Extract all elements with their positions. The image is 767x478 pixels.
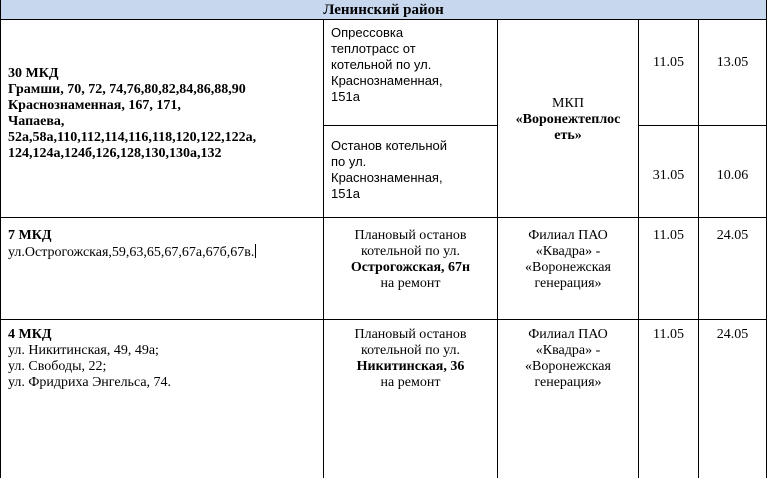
org-line: Филиал ПАО <box>528 327 608 342</box>
address-line-wrap <box>8 244 256 261</box>
work-line: 151а <box>331 186 360 201</box>
org-line: «Квадра» - <box>535 343 601 358</box>
org-line: генерация» <box>534 375 602 390</box>
work-line: теплотрасс от <box>331 41 416 56</box>
work-description <box>331 138 447 202</box>
building-count: 30 МКД <box>8 66 59 81</box>
work-line: котельной по ул. <box>331 57 432 72</box>
org-line: «Квадра» - <box>535 244 601 259</box>
address-line: 52а,58а,110,112,114,116,118,120,122,122а, <box>8 130 257 145</box>
work-description <box>324 327 497 391</box>
grid-line <box>0 0 1 478</box>
org-line: Филиал ПАО <box>528 228 608 243</box>
region-header <box>0 0 767 20</box>
org-line: МКП <box>552 96 584 111</box>
work-line: по ул. <box>331 154 367 169</box>
organization-cell <box>498 327 638 391</box>
work-line: Опрессовка <box>331 25 404 40</box>
org-line: «Воронежская <box>525 260 611 275</box>
grid-line <box>0 319 767 320</box>
building-count: 4 МКД <box>8 327 52 342</box>
start-date: 11.05 <box>653 228 684 243</box>
address-line: ул. Никитинская, 49, 49а; <box>8 343 159 358</box>
work-description <box>331 25 443 105</box>
grid-line <box>638 125 767 126</box>
start-date: 31.05 <box>652 168 685 183</box>
address-line: Краснознаменная, 167, 171, <box>8 98 181 113</box>
org-line: генерация» <box>534 276 602 291</box>
end-date: 24.05 <box>716 228 749 243</box>
end-date: 10.06 <box>716 168 749 183</box>
work-line: котельной по ул. <box>361 244 460 259</box>
building-count: 7 МКД <box>8 228 52 243</box>
work-description <box>324 228 497 292</box>
org-line: еть» <box>554 128 582 143</box>
address-line: 124,124а,124б,126,128,130,130а,132 <box>8 146 222 161</box>
org-line: «Воронежтеплос <box>515 112 621 127</box>
work-line: Плановый останов <box>354 327 467 342</box>
work-line: Острогожская, 67н <box>350 260 471 275</box>
end-date: 13.05 <box>716 55 749 70</box>
work-line: Краснознаменная, <box>331 170 443 185</box>
address-line: ул.Острогожская,59,63,65,67,67а,67б,67в. <box>8 245 255 260</box>
address-line: ул. Фридриха Энгельса, 74. <box>8 375 172 390</box>
work-line: на ремонт <box>380 276 441 291</box>
region-title: Ленинский район <box>323 2 444 18</box>
text-cursor <box>255 244 256 258</box>
work-line: на ремонт <box>380 375 441 390</box>
work-line: Плановый останов <box>354 228 467 243</box>
grid-line <box>0 217 767 218</box>
work-line: Краснознаменная, <box>331 73 443 88</box>
address-cell <box>8 228 256 261</box>
start-date: 11.05 <box>653 55 684 70</box>
organization-cell <box>498 96 638 144</box>
grid-line <box>698 20 699 478</box>
grid-line <box>323 125 497 126</box>
grid-line <box>638 20 639 478</box>
address-cell <box>8 66 256 162</box>
address-cell <box>8 327 171 391</box>
address-line: Чапаева, <box>8 114 65 129</box>
address-line: Грамши, 70, 72, 74,76,80,82,84,86,88,90 <box>8 82 246 97</box>
start-date: 11.05 <box>653 327 684 342</box>
organization-cell <box>498 228 638 292</box>
work-line: Останов котельной <box>331 138 447 153</box>
work-line: 151а <box>331 89 360 104</box>
work-line: котельной по ул. <box>361 343 460 358</box>
org-line: «Воронежская <box>525 359 611 374</box>
address-line: ул. Свободы, 22; <box>8 359 107 374</box>
end-date: 24.05 <box>716 327 749 342</box>
work-line: Никитинская, 36 <box>356 359 465 374</box>
